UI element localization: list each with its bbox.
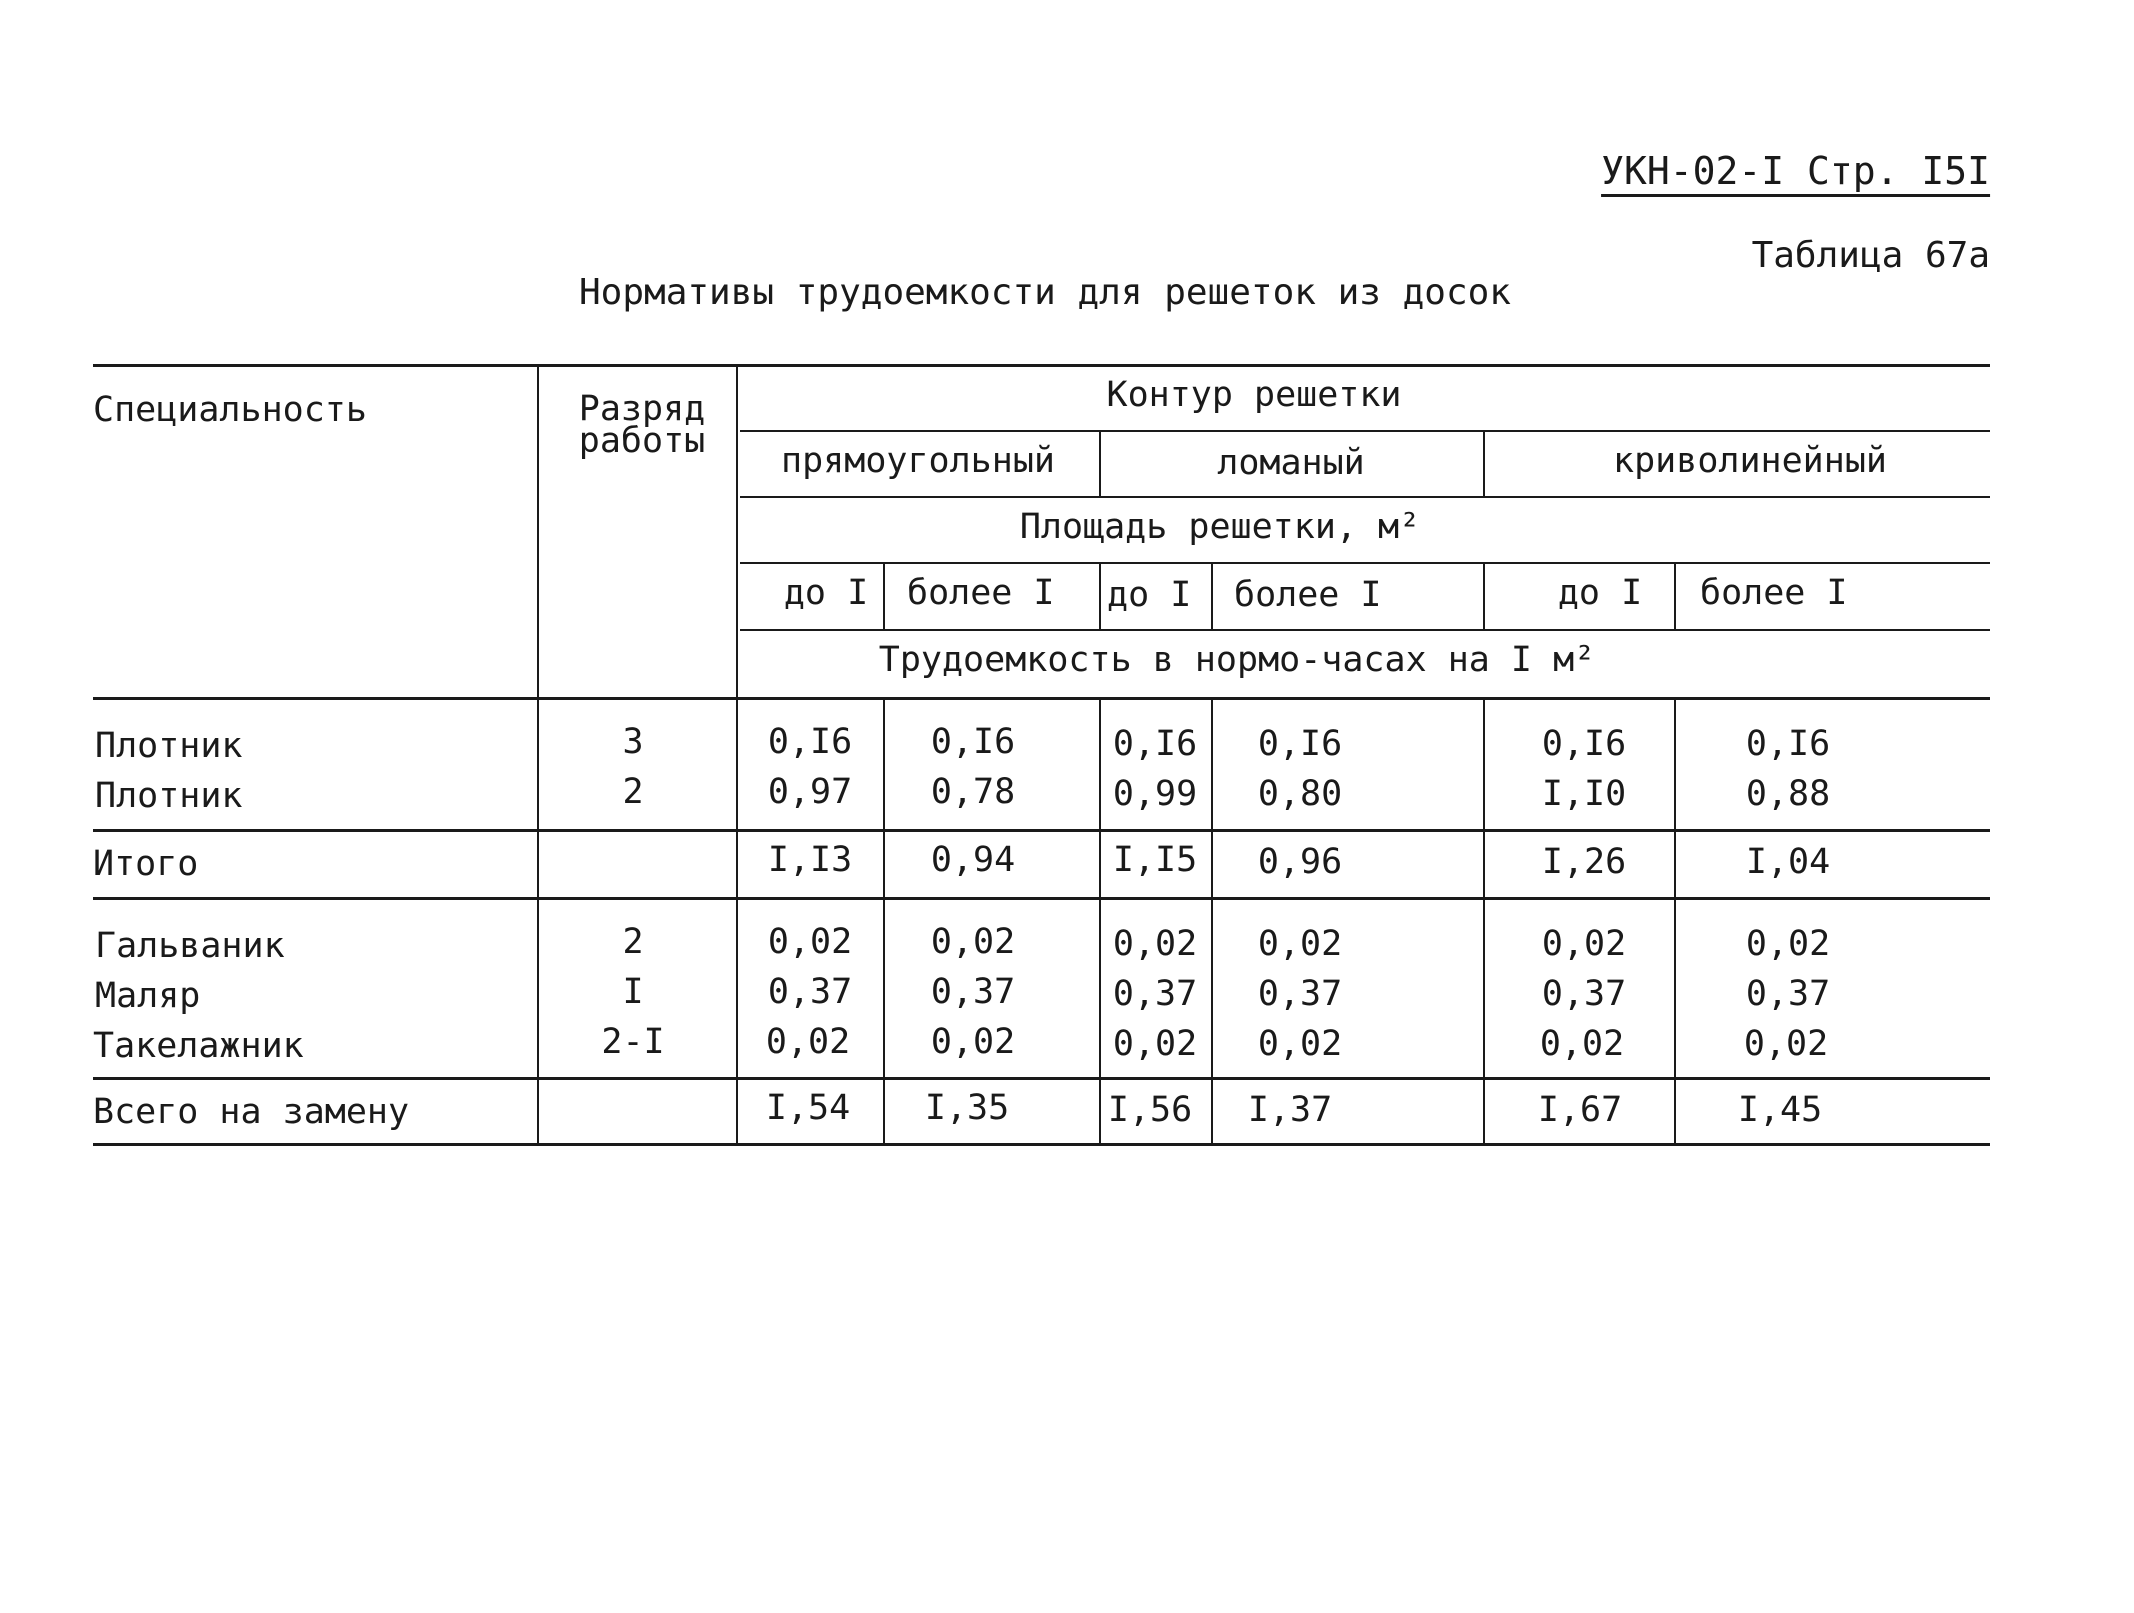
specialty-cell: Плотник — [95, 776, 243, 816]
page-reference: УКН-02-I Стр. I5I — [1601, 152, 1990, 197]
value-cell: 0,37 — [1745, 974, 1831, 1014]
contour-type-broken: ломаный — [1217, 443, 1365, 483]
table-bottom-border — [93, 1143, 1990, 1146]
grade-cell: 2 — [622, 772, 644, 812]
type-divider-2 — [1483, 430, 1485, 496]
value-cell: I,54 — [765, 1088, 851, 1128]
sub-divider-3-body — [1211, 697, 1213, 1144]
value-cell: 0,02 — [1541, 924, 1627, 964]
area-sub-4: более I — [1234, 575, 1382, 615]
contour-type-curved: криволинейный — [1613, 441, 1887, 481]
sub-divider-2-head — [1099, 562, 1101, 629]
value-cell: 0,37 — [1541, 974, 1627, 1014]
value-cell: 0,02 — [767, 922, 853, 962]
specialty-cell: Маляр — [95, 976, 201, 1016]
specialty-cell: Всего на замену — [93, 1092, 410, 1132]
area-header: Площадь решетки, м² — [1019, 507, 1421, 547]
value-cell: 0,37 — [767, 972, 853, 1012]
specialty-header: Специальность — [93, 390, 367, 430]
contour-header: Контур решетки — [1106, 375, 1402, 415]
value-cell: 0,02 — [1745, 924, 1831, 964]
contour-type-rectangular: прямоугольный — [781, 441, 1055, 481]
value-cell: I,56 — [1107, 1090, 1193, 1130]
value-cell: 0,02 — [765, 1022, 851, 1062]
area-sub-3: до I — [1107, 575, 1192, 615]
table-top-border — [93, 364, 1990, 367]
grade-header: Разряд работы — [578, 389, 706, 461]
value-cell: 0,02 — [930, 922, 1016, 962]
value-cell: 0,I6 — [1257, 724, 1343, 764]
header-bottom-border — [93, 697, 1990, 700]
sub-divider-4-head — [1483, 562, 1485, 629]
value-cell: I,04 — [1745, 842, 1831, 882]
value-cell: 0,94 — [930, 840, 1016, 880]
value-cell: I,26 — [1541, 842, 1627, 882]
grade-cell: I — [622, 972, 644, 1012]
grade-cell: 2-I — [601, 1022, 665, 1062]
value-cell: I,I3 — [767, 840, 853, 880]
value-cell: 0,37 — [930, 972, 1016, 1012]
grade-cell: 2 — [622, 922, 644, 962]
sub-divider-3-head — [1211, 562, 1213, 629]
value-cell: 0,I6 — [1541, 724, 1627, 764]
type-divider-1 — [1099, 430, 1101, 496]
value-cell: 0,02 — [1743, 1024, 1829, 1064]
area-sub-1: до I — [783, 573, 869, 613]
value-cell: I,I0 — [1541, 774, 1627, 814]
sub-divider-1-body — [883, 697, 885, 1144]
area-sub-5: до I — [1557, 573, 1643, 613]
col-divider-grade — [537, 364, 539, 1144]
value-cell: 0,97 — [767, 772, 853, 812]
specialty-cell: Итого — [93, 844, 199, 884]
table-title: Нормативы трудоемкости для решеток из досок — [579, 272, 1511, 313]
value-cell: 0,02 — [1112, 1024, 1198, 1064]
value-cell: 0,96 — [1257, 842, 1343, 882]
value-cell: I,67 — [1537, 1090, 1623, 1130]
value-cell: 0,02 — [1539, 1024, 1625, 1064]
specialty-cell: Такелажник — [93, 1026, 304, 1066]
value-cell: 0,02 — [1257, 924, 1343, 964]
value-cell: 0,02 — [1257, 1024, 1343, 1064]
sub-divider-5-head — [1674, 562, 1676, 629]
value-cell: 0,37 — [1257, 974, 1343, 1014]
specialty-cell: Плотник — [95, 726, 243, 766]
contour-divider — [740, 430, 1990, 432]
area-divider — [740, 562, 1990, 564]
sub-divider-2-body — [1099, 697, 1101, 1144]
table-label: Таблица 67а — [1751, 235, 1990, 276]
value-cell: 0,02 — [930, 1022, 1016, 1062]
value-cell: 0,37 — [1112, 974, 1198, 1014]
value-cell: I,I5 — [1112, 840, 1198, 880]
value-cell: 0,99 — [1112, 774, 1198, 814]
area-sub-2: более I — [907, 573, 1055, 613]
value-cell: 0,I6 — [1112, 724, 1198, 764]
total-top-border — [93, 1077, 1990, 1080]
col-divider-values — [736, 364, 738, 1144]
value-cell: 0,02 — [1112, 924, 1198, 964]
sub-divider-1-head — [883, 562, 885, 629]
specialty-cell: Гальваник — [95, 926, 285, 966]
subcol-divider — [740, 629, 1990, 631]
value-cell: I,45 — [1737, 1090, 1823, 1130]
area-sub-6: более I — [1700, 573, 1848, 613]
sub-divider-5-body — [1674, 697, 1676, 1144]
value-cell: I,37 — [1247, 1090, 1333, 1130]
unit-header: Трудоемкость в нормо-часах на I м² — [878, 640, 1596, 680]
value-cell: 0,I6 — [767, 722, 853, 762]
grade-cell: 3 — [622, 722, 644, 762]
value-cell: 0,88 — [1745, 774, 1831, 814]
value-cell: 0,I6 — [1745, 724, 1831, 764]
sub-divider-4-body — [1483, 697, 1485, 1144]
value-cell: 0,I6 — [930, 722, 1016, 762]
value-cell: 0,80 — [1257, 774, 1343, 814]
value-cell: 0,78 — [930, 772, 1016, 812]
value-cell: I,35 — [924, 1088, 1010, 1128]
types-divider — [740, 496, 1990, 498]
subtotal-bottom-border — [93, 897, 1990, 900]
subtotal-top-border — [93, 829, 1990, 832]
